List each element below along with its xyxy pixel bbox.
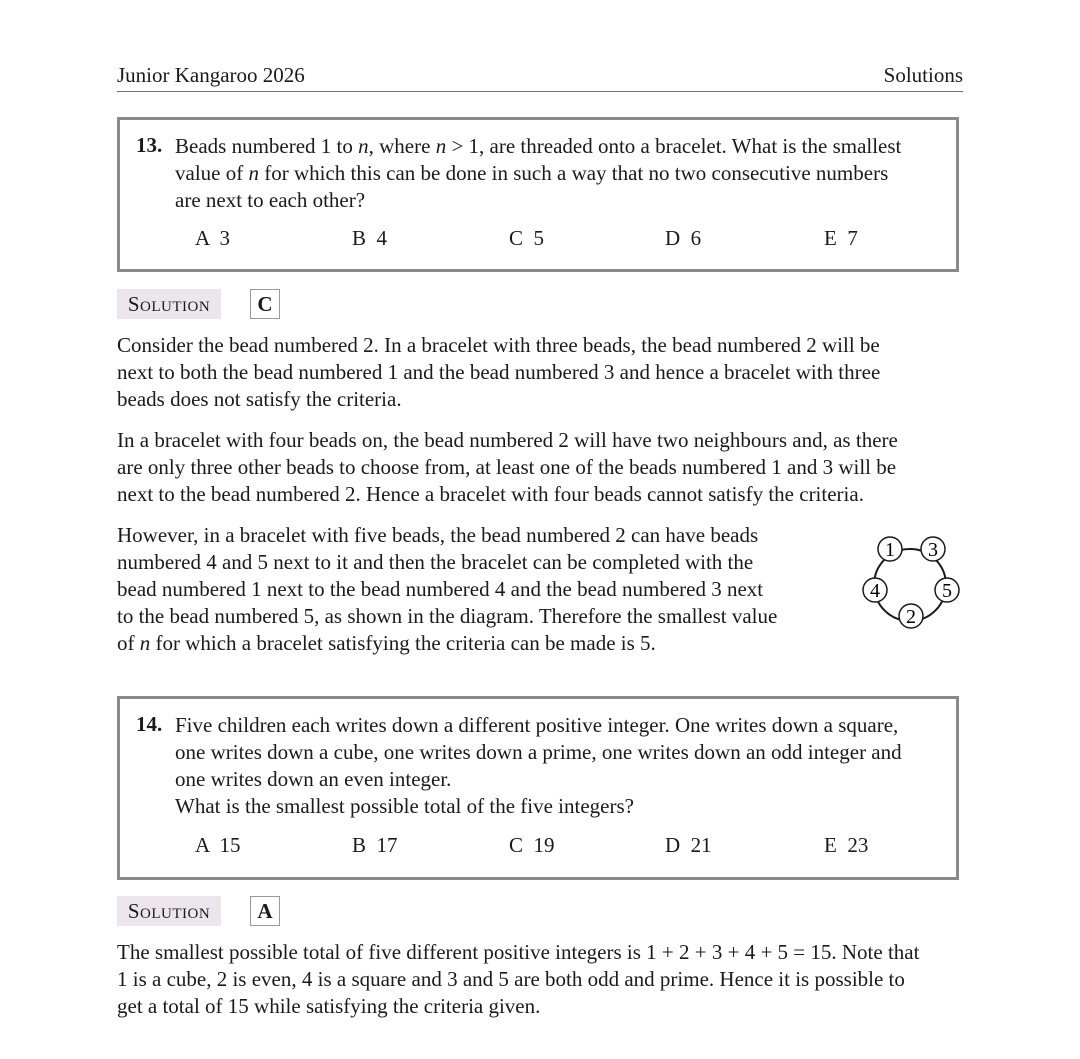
question-line: value of n for which this can be done in such a way that no two consecutive numbers — [175, 161, 889, 185]
bead-label: 2 — [906, 606, 916, 628]
question-line: Five children each writes down a different positive integer. One writes down a square, — [175, 713, 899, 737]
bead-label: 1 — [885, 539, 895, 561]
question-line: are next to each other? — [175, 188, 366, 212]
paragraph-line: However, in a bracelet with five beads, the bead numbered 2 can have beads — [117, 523, 759, 547]
option-d: D 21 — [665, 833, 712, 857]
paragraph-line: are only three other beads to choose from, at least one of the beads numbered 1 and 3 will be — [117, 455, 897, 479]
paragraph-line: next to both the bead numbered 1 and the bead numbered 3 and hence a bracelet with three — [117, 360, 881, 384]
option-e: E 7 — [824, 226, 858, 250]
solution-paragraph — [117, 332, 963, 413]
bead-label: 5 — [942, 580, 952, 602]
bead-label: 4 — [870, 580, 880, 602]
solution-paragraph — [117, 427, 963, 508]
paragraph-line: next to the bead numbered 2. Hence a bracelet with four beads cannot satisfy the criteria. — [117, 482, 864, 506]
question-13-box — [117, 117, 959, 272]
option-b: B 17 — [352, 833, 398, 857]
paragraph-line: beads does not satisfy the criteria. — [117, 387, 402, 411]
section-title: Solutions — [883, 63, 963, 87]
contest-title: Junior Kangaroo 2026 — [117, 63, 305, 87]
option-a: A 15 — [195, 833, 241, 857]
question-14-box — [117, 696, 959, 880]
option-d: D 6 — [665, 226, 702, 250]
question-line: one writes down an even integer. — [175, 767, 452, 791]
page-header — [117, 63, 963, 92]
solution-label: Solution — [117, 896, 221, 926]
question-text — [175, 133, 901, 214]
paragraph-line: to the bead numbered 5, as shown in the diagram. Therefore the smallest value — [117, 604, 778, 628]
question-text — [175, 712, 902, 820]
option-e: E 23 — [824, 833, 869, 857]
question-line: Beads numbered 1 to n, where n > 1, are threaded onto a bracelet. What is the smallest — [175, 134, 902, 158]
solution-label: Solution — [117, 289, 221, 319]
bead-3 — [921, 537, 945, 561]
bead-label: 3 — [928, 539, 938, 561]
bead-5 — [935, 578, 959, 602]
option-a: A 3 — [195, 226, 231, 250]
paragraph-line: bead numbered 1 next to the bead numbered 4 and the bead numbered 3 next — [117, 577, 764, 601]
paragraph-line: 1 is a cube, 2 is even, 4 is a square and 3 and 5 are both odd and prime. Hence it is possible to — [117, 967, 905, 991]
option-c: C 5 — [509, 226, 545, 250]
bead-2 — [899, 604, 923, 628]
paragraph-line: of n for which a bracelet satisfying the criteria can be made is 5. — [117, 631, 656, 655]
solution-answer: C — [250, 289, 280, 319]
option-b: B 4 — [352, 226, 388, 250]
question-line: What is the smallest possible total of the five integers? — [175, 794, 634, 818]
solution-answer: A — [250, 896, 280, 926]
question-number: 13. — [136, 133, 163, 157]
question-line: one writes down a cube, one writes down a prime, one writes down an odd integer and — [175, 740, 902, 764]
paragraph-line: get a total of 15 while satisfying the criteria given. — [117, 994, 541, 1018]
bead-4 — [863, 578, 887, 602]
paragraph-line: Consider the bead numbered 2. In a bracelet with three beads, the bead numbered 2 will be — [117, 333, 880, 357]
solution-paragraph — [117, 939, 963, 1020]
bracelet-diagram — [855, 530, 965, 635]
paragraph-line: numbered 4 and 5 next to it and then the bracelet can be completed with the — [117, 550, 754, 574]
solution-paragraph — [117, 522, 817, 657]
option-c: C 19 — [509, 833, 555, 857]
question-number: 14. — [136, 712, 163, 736]
paragraph-line: The smallest possible total of five different positive integers is 1 + 2 + 3 + 4 + 5 = 15. Note that — [117, 940, 920, 964]
bead-1 — [878, 537, 902, 561]
paragraph-line: In a bracelet with four beads on, the bead numbered 2 will have two neighbours and, as there — [117, 428, 898, 452]
